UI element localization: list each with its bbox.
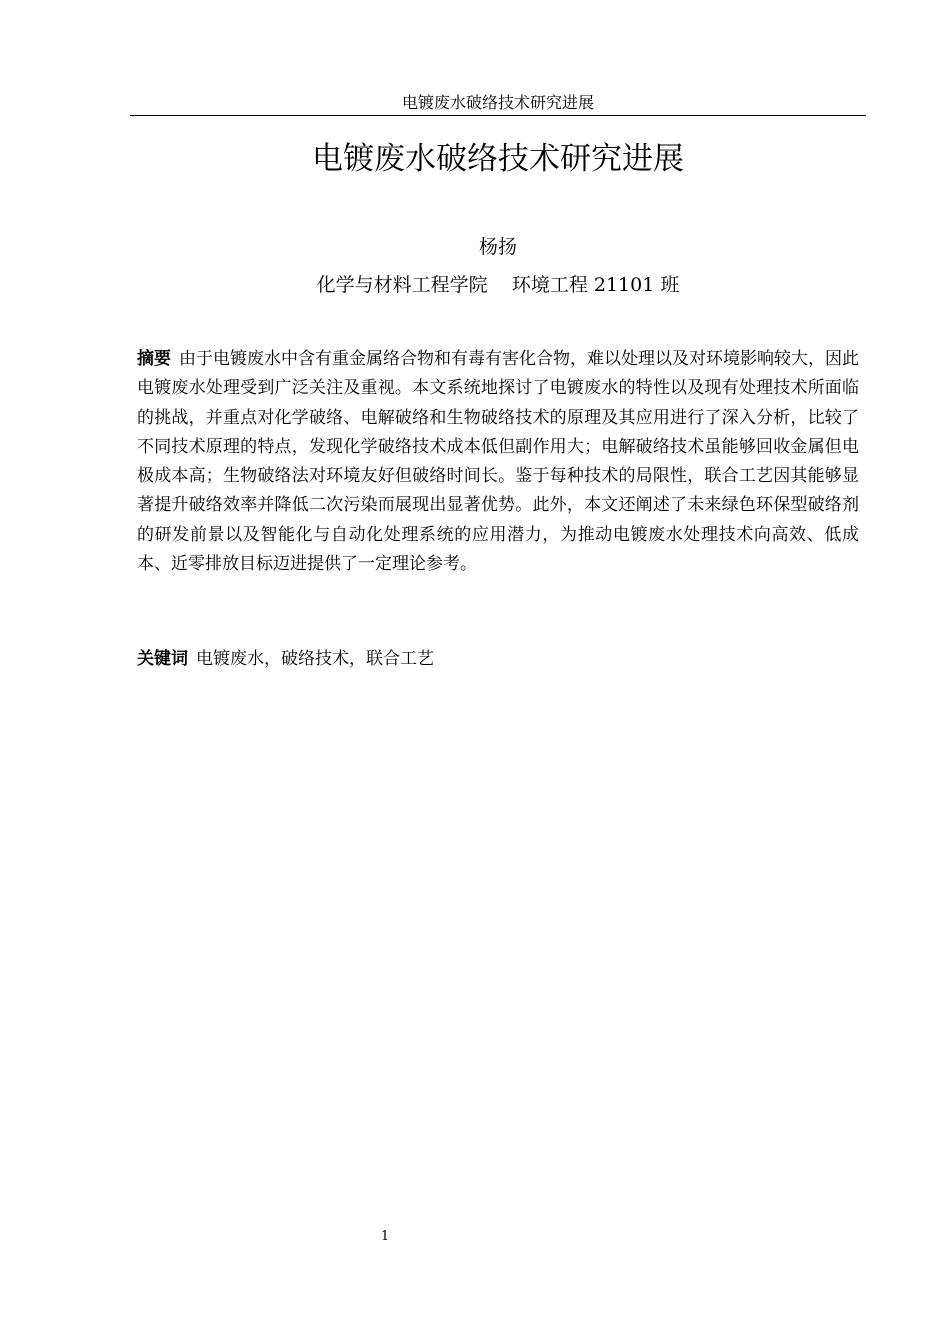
author-affiliation: 化学与材料工程学院 环境工程 21101 班: [316, 274, 680, 296]
running-header: 电镀废水破络技术研究进展: [401, 93, 594, 112]
abstract: [137, 345, 859, 579]
abstract-text: 由于电镀废水中含有重金属络合物和有毒有害化合物，难以处理以及对环境影响较大，因此电镀废水处理受到广泛关注及重视。本文系统地探讨了电镀废水的特性以及现有处理技术所面临的挑战，并重点对化学破络、电解破络和生物破络技术的原理及其应用进行了深入分析，比较了不同技术原理的特点，发现化学破络技术成本低但副作用大；电解破络技术虽能够回收金属但电极成本高；生物破络法对环境友好但破络时间长。鉴于每种技术的局限性，联合工艺因其能够显著提升破络效率并降低二次污染而展现出显著优势。此外，本文还阐述了未来绿色环保型破络剂的研发前景以及智能化与自动化处理系统的应用潜力，为推动电镀废水处理技术向高效、低成本、近零排放目标迈进提供了一定理论参考。: [137, 349, 859, 575]
abstract-label: 摘要: [137, 349, 171, 369]
keywords: [137, 645, 859, 674]
paper-title: 电镀废水破络技术研究进展: [312, 141, 684, 177]
keywords-label: 关键词: [137, 649, 188, 669]
author-name: 杨扬: [478, 236, 517, 258]
header-rule: [130, 115, 866, 116]
keywords-text: 电镀废水，破络技术，联合工艺: [196, 649, 434, 669]
page-number: 1: [380, 1229, 390, 1244]
